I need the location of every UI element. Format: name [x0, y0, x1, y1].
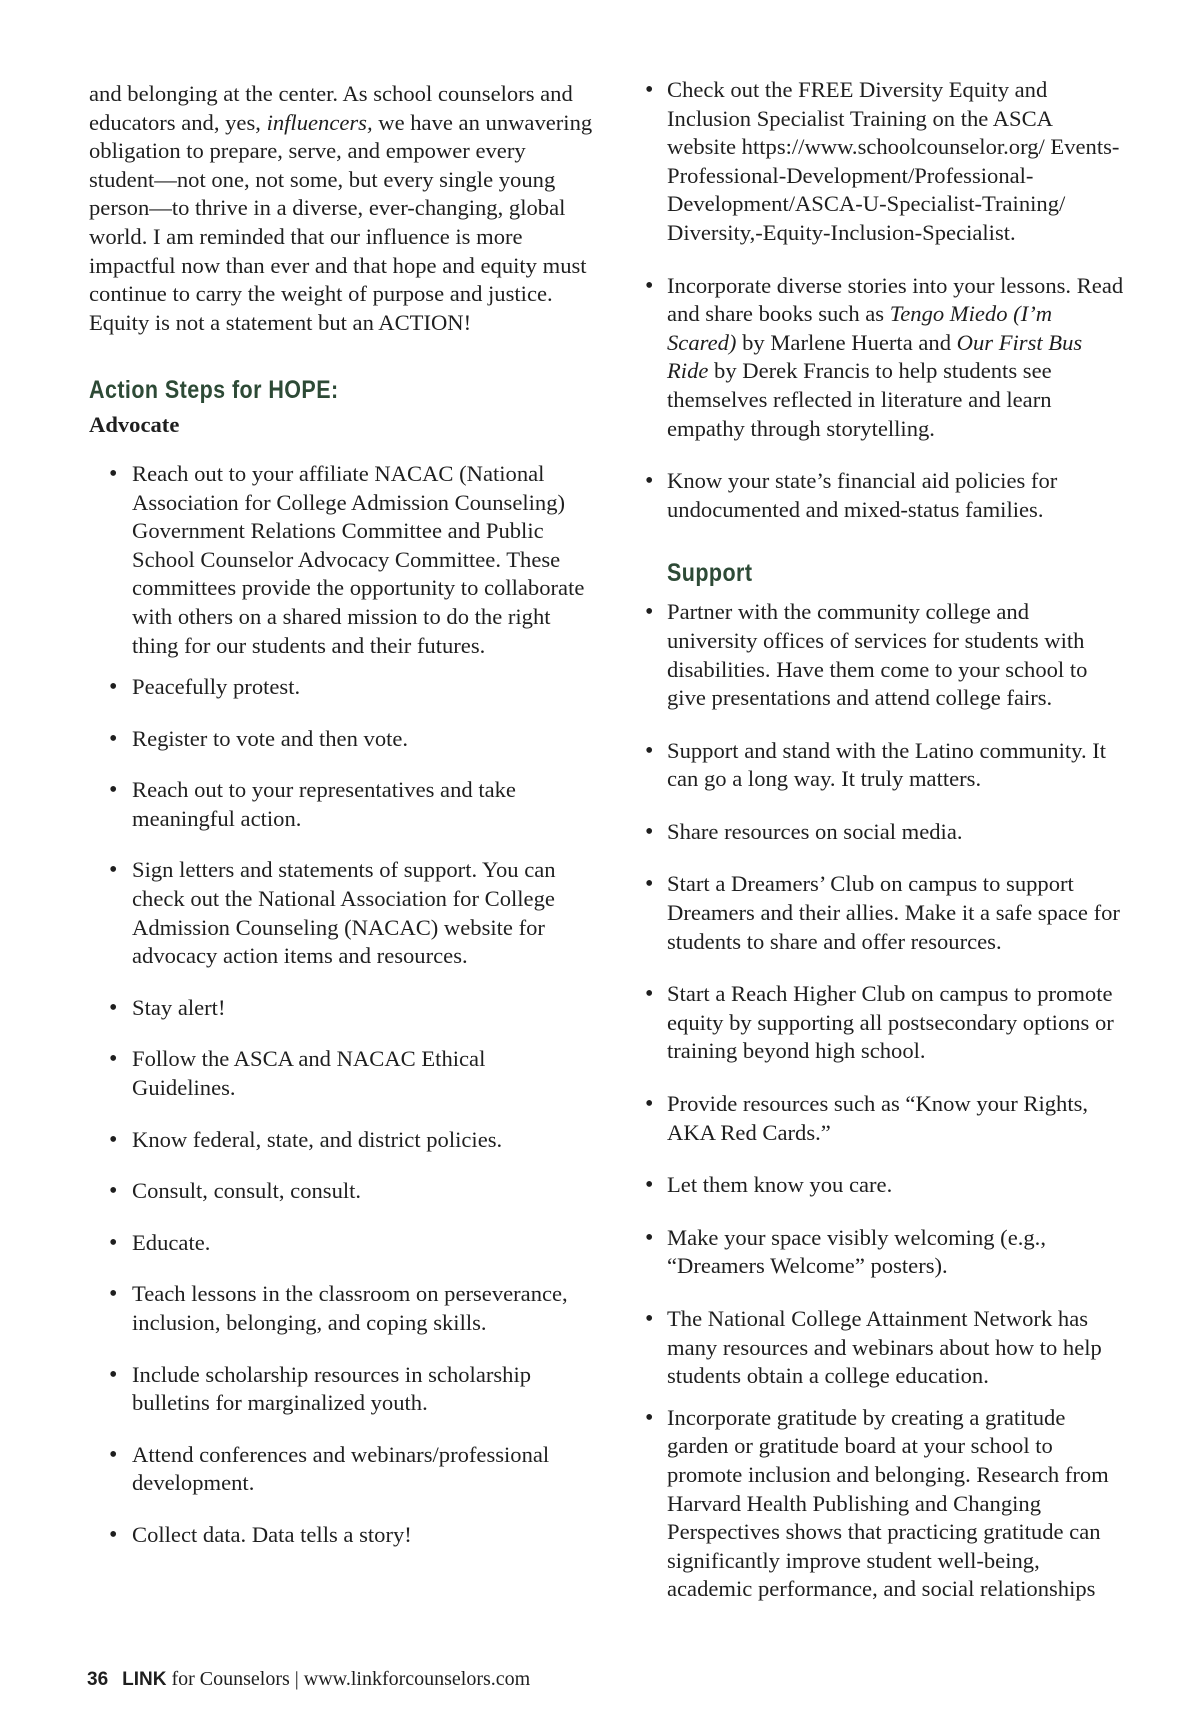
list-item: • Incorporate gratitude by creating a gratitude garden or gratitude board at your school to promote inclusion and belonging. Research from Harvard Health Publishing and Changing Perspectives shows that practicing gratitude can significantly improve student well-being, academic performance, and social relationships	[645, 1404, 1125, 1604]
list-item: • Consult, consult, consult.	[89, 1177, 594, 1206]
right-column	[645, 76, 1125, 1604]
list-item: • Stay alert!	[89, 994, 594, 1023]
footer-text: for Counselors | www.linkforcounselors.com	[166, 1668, 531, 1690]
list-item: • Make your space visibly welcoming (e.g., “Dreamers Welcome” posters).	[645, 1224, 1125, 1281]
page-number: 36	[87, 1669, 109, 1690]
resources-list	[645, 76, 1125, 524]
support-heading: Support	[667, 559, 753, 588]
list-item: • Partner with the community college and university offices of services for students with disabilities. Have them come to your school to give presentations and attend college fairs.	[645, 598, 1125, 712]
list-item: • Collect data. Data tells a story!	[89, 1521, 594, 1550]
list-item: • Peacefully protest.	[89, 673, 594, 702]
advocate-list	[89, 460, 594, 1550]
list-item: • Register to vote and then vote.	[89, 725, 594, 754]
left-column	[89, 80, 594, 1550]
stories-text-1: Incorporate diverse stories into your lessons. Read and share books such as	[667, 272, 1124, 327]
list-item: • Sign letters and statements of support. You can check out the National Association for College Admission Counseling (NACAC) website for advocacy action items and resources.	[89, 856, 594, 970]
list-item: • Let them know you care.	[645, 1171, 1125, 1200]
list-item: • Reach out to your representatives and take meaningful action.	[89, 776, 594, 833]
intro-paragraph	[89, 80, 594, 337]
intro-emphasis: influencers,	[266, 109, 373, 135]
list-item: • Know federal, state, and district policies.	[89, 1126, 594, 1155]
book-title-our-first-bus-ride: Our First Bus Ride	[667, 329, 1083, 384]
brand-name: LINK	[122, 1669, 167, 1690]
list-item: • Support and stand with the Latino community. It can go a long way. It truly matters.	[645, 737, 1125, 794]
list-item: • Share resources on social media.	[645, 818, 1125, 847]
list-item: • Educate.	[89, 1229, 594, 1258]
list-item-financial-aid: • Know your state’s financial aid policies for undocumented and mixed-status families.	[645, 467, 1125, 524]
list-item: • The National College Attainment Network has many resources and webinars about how to help students obtain a college education.	[645, 1305, 1125, 1391]
book-title-tengo-miedo: Tengo Miedo (I’m Scared)	[667, 301, 1053, 355]
intro-text-2: we have an unwavering obligation to prepare, serve, and empower every student—not one, not some, but every single young person—to thrive in a diverse, ever-changing, global world. I am reminded that our influence is more impactful now than ever and that hope and equity must continue to carry the weight of purpose and justice. Equity is not a statement but an ACTION!	[89, 109, 593, 335]
intro-text-1: and belonging at the center. As school counselors and educators and, yes,	[89, 81, 573, 135]
list-item: • Attend conferences and webinars/professional development.	[89, 1441, 594, 1498]
list-item: • Teach lessons in the classroom on perseverance, inclusion, belonging, and coping skills.	[89, 1280, 594, 1337]
list-item-stories	[645, 272, 1125, 444]
list-item: • Follow the ASCA and NACAC Ethical Guidelines.	[89, 1045, 594, 1102]
list-item: • Include scholarship resources in scholarship bulletins for marginalized youth.	[89, 1361, 594, 1418]
stories-text-3: by Derek Francis to help students see themselves reflected in literature and learn empathy through storytelling.	[667, 358, 1052, 441]
support-list	[645, 598, 1125, 1604]
list-item: • Start a Reach Higher Club on campus to promote equity by supporting all postsecondary options or training beyond high school.	[645, 980, 1125, 1066]
list-item: • Provide resources such as “Know your Rights, AKA Red Cards.”	[645, 1090, 1125, 1147]
page-footer	[87, 1667, 530, 1692]
action-steps-heading: Action Steps for HOPE:	[89, 376, 339, 405]
advocate-subheading: Advocate	[89, 412, 180, 438]
list-item-training: • Check out the FREE Diversity Equity and Inclusion Specialist Training on the ASCA website https://www.schoolcounselor.org/ Events-Professional-Development/Professional-Development/ASCA-U-Specialist-Training/ Diversity,-Equity-Inclusion-Specialist.	[645, 76, 1125, 248]
list-item: • Reach out to your affiliate NACAC (National Association for College Admission Counseling) Government Relations Committee and Public School Counselor Advocacy Committee. These committees provide the opportunity to collaborate with others on a shared mission to do the right thing for our students and their futures.	[89, 460, 594, 660]
list-item: • Start a Dreamers’ Club on campus to support Dreamers and their allies. Make it a safe space for students to share and offer resources.	[645, 870, 1125, 956]
stories-text-2: by Marlene Huerta and	[736, 329, 957, 355]
